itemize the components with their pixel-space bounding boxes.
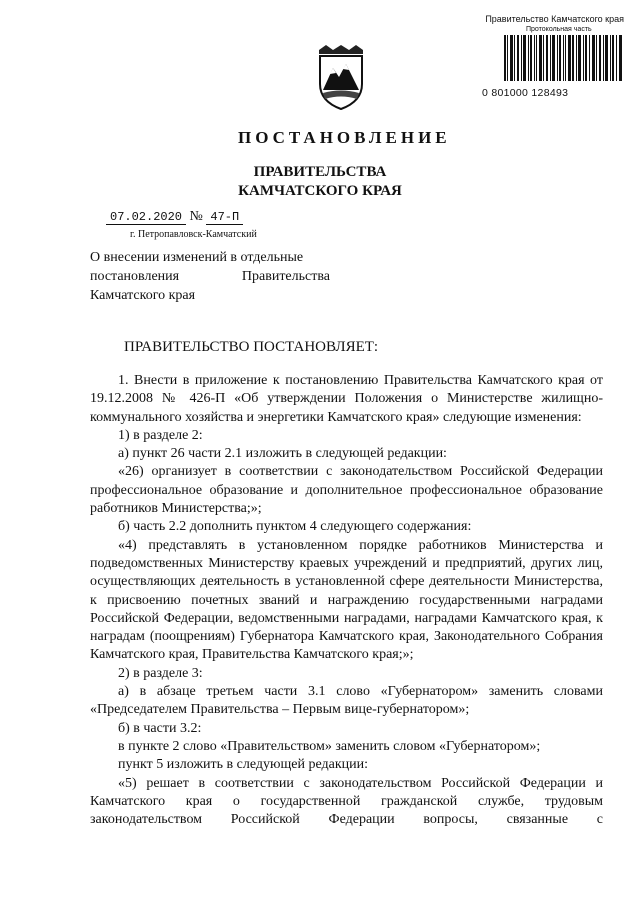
date-number-line <box>106 209 243 225</box>
authority-line-1: ПРАВИТЕЛЬСТВА <box>253 164 387 180</box>
decree-heading: ПРАВИТЕЛЬСТВО ПОСТАНОВЛЯЕТ: <box>124 339 379 355</box>
document-number: 47-П <box>206 210 243 225</box>
paragraph: «5) решает в соответствии с законодательством Российской Федерации и Камчатского края о государственной гражданской службе, трудовым законодательством Российской Федерации вопросы, связанные с <box>90 775 603 828</box>
document-date: 07.02.2020 <box>106 210 186 225</box>
paragraph: «26) организует в соответствии с законодательством Российской Федерации профессиональное образование и дополнительное профессиональное образование работников Министерства;»; <box>90 464 603 517</box>
city: г. Петропавловск-Камчатский <box>130 229 257 240</box>
stamp-subtitle: Протокольная часть <box>526 26 592 33</box>
registration-stamp <box>474 14 624 99</box>
document-body <box>90 372 603 829</box>
stamp-title: Правительство Камчатского края <box>485 14 624 24</box>
authority-line-2: КАМЧАТСКОГО КРАЯ <box>238 183 402 199</box>
subject-line-2-left: постановления <box>90 269 180 284</box>
paragraph: б) в части 3.2: <box>118 720 202 736</box>
paragraph: а) пункт 26 части 2.1 изложить в следующей редакции: <box>118 446 447 462</box>
barcode <box>504 35 622 81</box>
kamchatka-emblem-icon <box>316 44 366 110</box>
issuing-authority <box>0 163 640 201</box>
number-label: № <box>189 209 203 224</box>
paragraph: а) в абзаце третьем части 3.1 слово «Губернатором» заменить словами «Председателем Правительства – Первым вице-губернатором»; <box>90 684 603 718</box>
barcode-number: 0 801000 128493 <box>482 87 569 99</box>
document-subject <box>90 248 330 305</box>
paragraph: «4) представлять в установленном порядке работников Министерства и подведомственных Министерству краевых учреждений и предприятий, других лиц, осуществляющих деятельность в установленной сфере деятельности Министерства, к присвоению почетных званий и награждению государственными наградами Российской Федерации, ведомственными наградами, наградами Камчатского края, к наградам (поощрениям) Губернатора Камчатского края, Законодательного Собрания Камчатского края, Правительства Камчатского края;»; <box>90 537 603 663</box>
paragraph: 1) в разделе 2: <box>118 427 203 443</box>
paragraph: 1. Внести в приложение к постановлению Правительства Камчатского края от 19.12.2008 № 426-П «Об утверждении Положения о Министерстве жилищно-коммунального хозяйства и энергетики Камчатского края» следующие изменения: <box>90 373 603 425</box>
paragraph: пункт 5 изложить в следующей редакции: <box>118 757 368 773</box>
paragraph: в пункте 2 слово «Правительством» заменить словом «Губернатором»; <box>118 738 541 754</box>
subject-line-1: О внесении изменений в отдельные <box>90 250 304 265</box>
subject-line-2-right: Правительства <box>241 269 330 284</box>
paragraph: 2) в разделе 3: <box>118 665 203 681</box>
subject-line-3: Камчатского края <box>90 288 196 303</box>
paragraph: б) часть 2.2 дополнить пунктом 4 следующего содержания: <box>118 519 472 535</box>
subject-line-2 <box>90 267 330 286</box>
document-type-heading: ПОСТАНОВЛЕНИЕ <box>238 128 451 147</box>
